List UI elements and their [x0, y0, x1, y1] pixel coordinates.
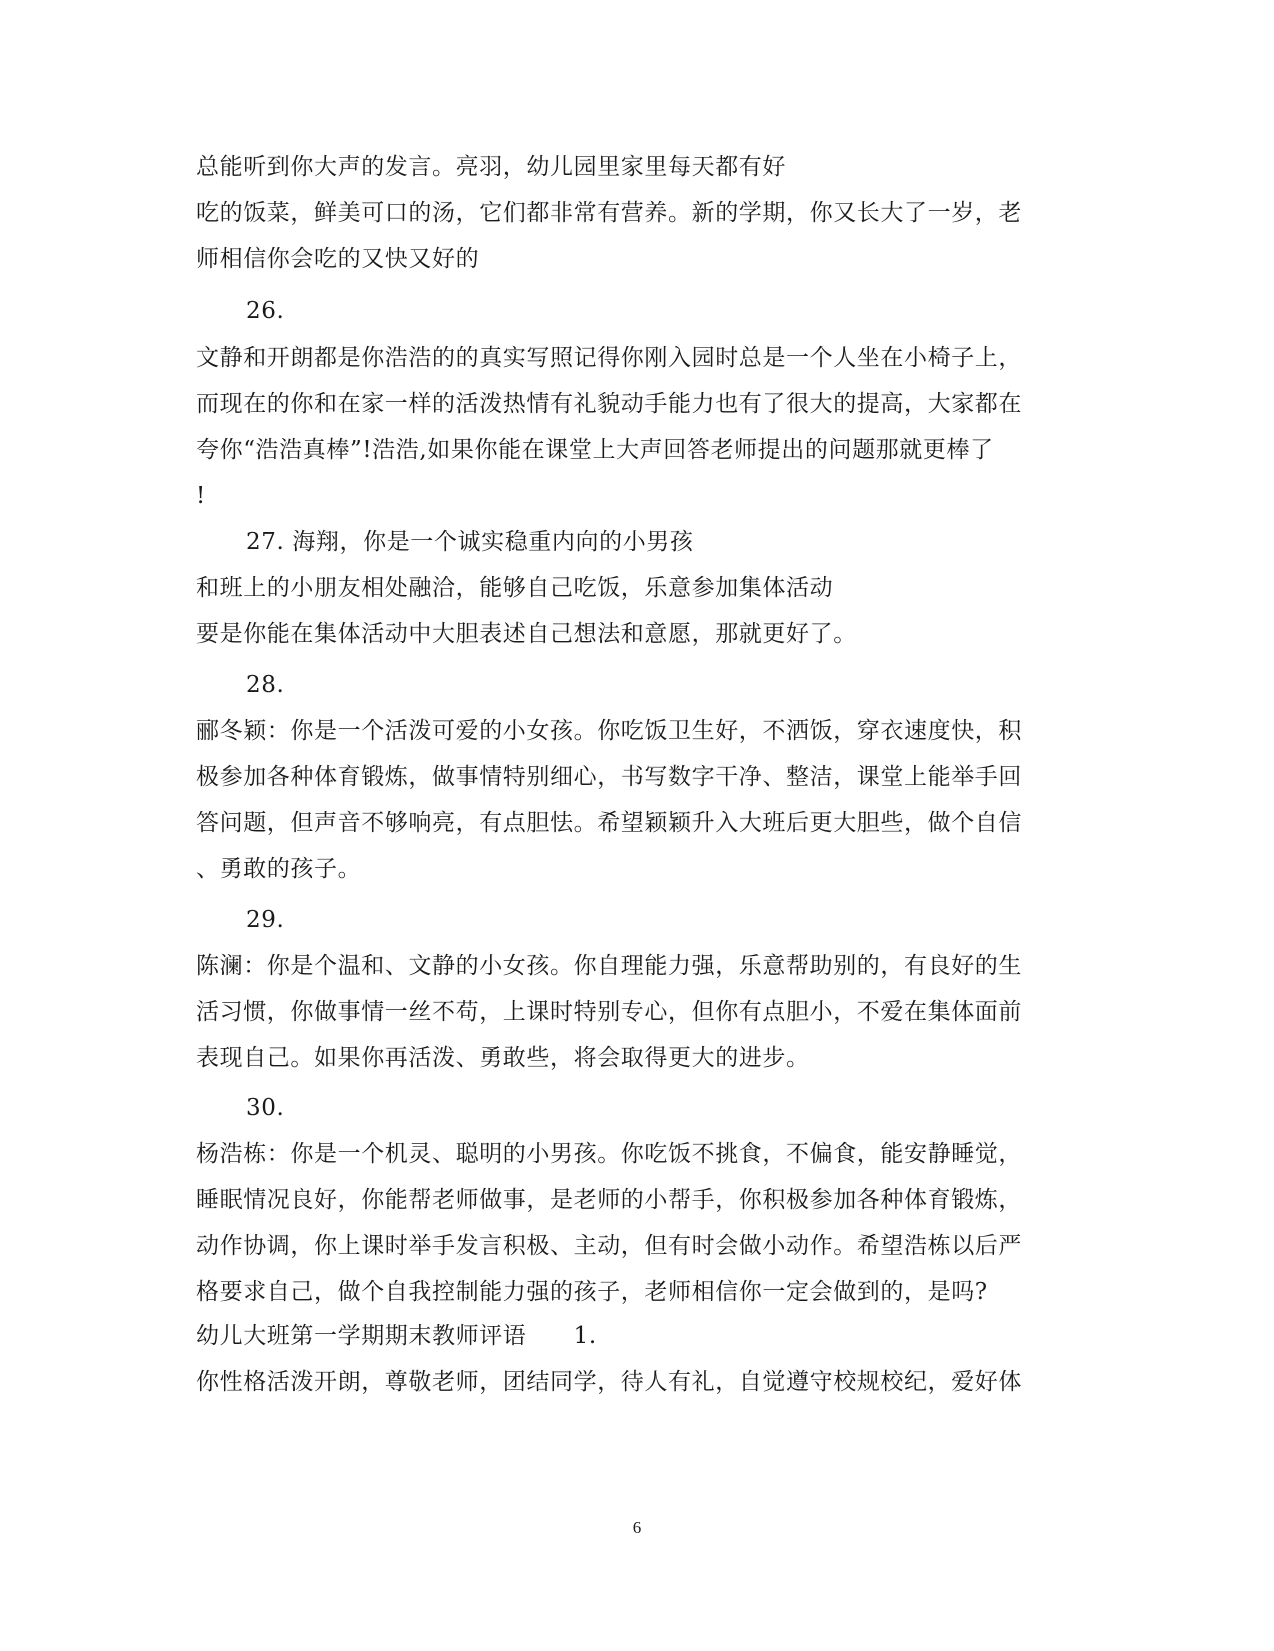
- text-line: 吃的饭菜，鲜美可口的汤，它们都非常有营养。新的学期，你又长大了一岁，老: [196, 200, 1022, 226]
- text-line: 杨浩栋：你是一个机灵、聪明的小男孩。你吃饭不挑食，不偏食，能安静睡觉，: [196, 1141, 1022, 1167]
- text-line: 而现在的你和在家一样的活泼热情有礼貌动手能力也有了很大的提高，大家都在: [196, 391, 1022, 417]
- text-line: 文静和开朗都是你浩浩的的真实写照记得你刚入园时总是一个人坐在小椅子上，: [196, 345, 1022, 371]
- text-line: 要是你能在集体活动中大胆表述自己想法和意愿，那就更好了。: [196, 621, 857, 647]
- text-line: 师相信你会吃的又快又好的: [196, 246, 480, 272]
- text-line: 动作协调，你上课时举手发言积极、主动，但有时会做小动作。希望浩栋以后严: [196, 1233, 1022, 1259]
- text-line: 你性格活泼开朗，尊敬老师，团结同学，待人有礼，自觉遵守校规校纪，爱好体: [196, 1369, 1022, 1395]
- text-line: 27. 海翔，你是一个诚实稳重内向的小男孩: [246, 529, 694, 555]
- text-line: 极参加各种体育锻炼，做事情特别细心，书写数字干净、整洁，课堂上能举手回: [196, 764, 1022, 790]
- item-number: 29.: [246, 907, 285, 933]
- section-heading: 幼儿大班第一学期期末教师评语 1.: [196, 1323, 597, 1349]
- text-line: 表现自己。如果你再活泼、勇敢些，将会取得更大的进步。: [196, 1045, 810, 1071]
- text-line: 和班上的小朋友相处融洽，能够自己吃饭，乐意参加集体活动: [196, 575, 834, 601]
- text-line: 格要求自己，做个自我控制能力强的孩子，老师相信你一定会做到的，是吗?: [196, 1279, 988, 1305]
- page-number: 6: [632, 1518, 642, 1537]
- text-line: 答问题，但声音不够响亮，有点胆怯。希望颖颖升入大班后更大胆些，做个自信: [196, 810, 1022, 836]
- text-line: !: [196, 483, 206, 509]
- text-line: 睡眠情况良好，你能帮老师做事，是老师的小帮手，你积极参加各种体育锻炼，: [196, 1187, 1022, 1213]
- item-number: 30.: [246, 1095, 285, 1121]
- text-line: 活习惯，你做事情一丝不苟，上课时特别专心，但你有点胆小，不爱在集体面前: [196, 999, 1022, 1025]
- text-line: 夸你“浩浩真棒”!浩浩,如果你能在课堂上大声回答老师提出的问题那就更棒了: [196, 437, 994, 463]
- text-line: 总能听到你大声的发言。亮羽，幼儿园里家里每天都有好: [196, 154, 786, 180]
- text-line: 、勇敢的孩子。: [196, 856, 362, 882]
- text-line: 郦冬颖：你是一个活泼可爱的小女孩。你吃饭卫生好，不洒饭，穿衣速度快，积: [196, 718, 1022, 744]
- text-line: 陈澜：你是个温和、文静的小女孩。你自理能力强，乐意帮助别的，有良好的生: [196, 953, 1022, 979]
- item-number: 26.: [246, 298, 285, 324]
- item-number: 28.: [246, 672, 285, 698]
